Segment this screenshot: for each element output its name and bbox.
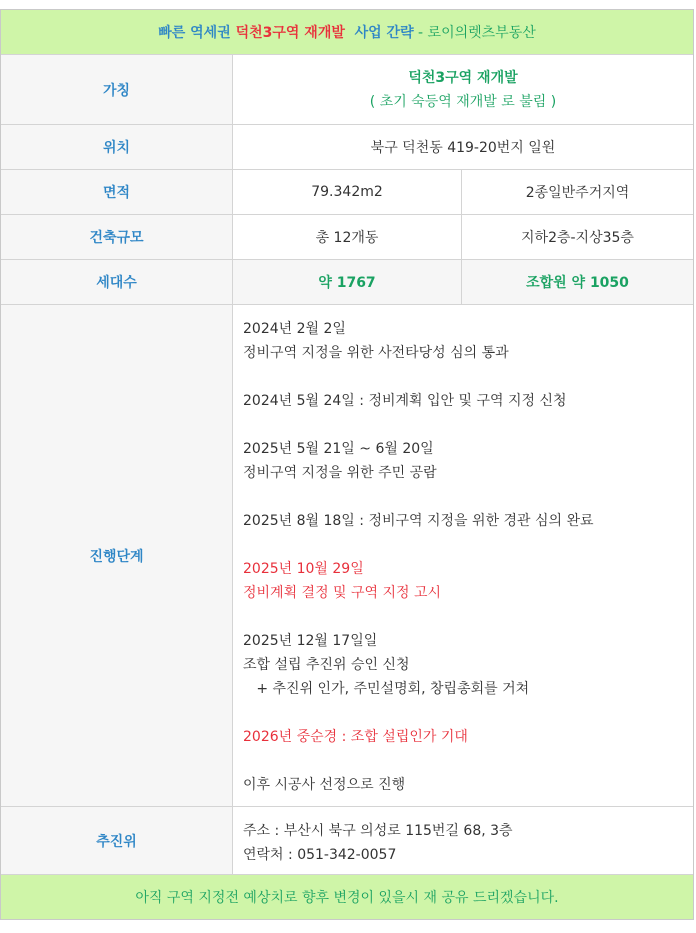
- progress-step: [243, 773, 685, 797]
- header-banner: [1, 10, 693, 55]
- progress-step: [243, 437, 685, 485]
- info-table: [0, 9, 694, 920]
- progress-step-text: 정비구역 지정을 위한 사전타당성 심의 통과: [243, 345, 509, 361]
- progress-step-text: 이후 시공사 선정으로 진행: [243, 777, 406, 793]
- header-middle: 사업 간략: [344, 25, 414, 41]
- progress-timeline: [243, 317, 685, 797]
- progress-step-text: 정비계획 결정 및 구역 지정 고시: [243, 585, 442, 601]
- progress-step-text: + 추진위 인가, 주민설명회, 창립총회를 거쳐: [243, 681, 530, 697]
- progress-step-text: 2025년 12월 17일일: [243, 633, 378, 649]
- header-suffix: - 로이의렛츠부동산: [413, 25, 536, 41]
- progress-step-text: 2025년 8월 18일 : 정비구역 지정을 위한 경관 심의 완료: [243, 513, 594, 529]
- row-label: 건축규모: [1, 215, 233, 259]
- footer-banner: [1, 875, 693, 919]
- row-label: 위치: [1, 125, 233, 169]
- row-scale: [1, 215, 693, 260]
- row-label: 세대수: [1, 260, 233, 304]
- row-households: [1, 260, 693, 305]
- progress-step-text: 2025년 5월 21일 ~ 6월 20일: [243, 441, 434, 457]
- progress-step: [243, 389, 685, 413]
- floors-value: 지하2층-지상35층: [521, 230, 634, 246]
- progress-step-text: 2025년 10월 29일: [243, 561, 364, 577]
- buildings-value: 총 12개동: [233, 215, 462, 259]
- row-label: 추진위: [1, 807, 233, 874]
- project-alias: ( 초기 숙등역 재개발 로 불림 ): [369, 93, 557, 110]
- members-value: 조합원 약 1050: [526, 275, 629, 291]
- row-committee: [1, 807, 693, 875]
- progress-step: [243, 509, 685, 533]
- zoning-value: 2종일반주거지역: [525, 185, 630, 201]
- row-label: 면적: [1, 170, 233, 214]
- row-name: [1, 55, 693, 125]
- progress-step: [243, 557, 685, 605]
- footer-note: 아직 구역 지정전 예상치로 향후 변경이 있을시 재 공유 드리겠습니다.: [135, 890, 559, 906]
- progress-step-text: 정비구역 지정을 위한 주민 공람: [243, 465, 437, 481]
- location-value: 북구 덕천동 419-20번지 일원: [370, 140, 556, 156]
- progress-step: [243, 317, 685, 365]
- progress-step: [243, 725, 685, 749]
- progress-step-text: 2024년 5월 24일 : 정비계획 입안 및 구역 지정 신청: [243, 393, 567, 409]
- households-value: 약 1767: [233, 260, 462, 304]
- row-location: [1, 125, 693, 170]
- project-name: 덕천3구역 재개발: [408, 69, 518, 86]
- progress-step: [243, 629, 685, 701]
- committee-address: 주소 : 부산시 북구 의성로 115번길 68, 3층: [243, 823, 513, 839]
- committee-phone: 연락처 : 051-342-0057: [243, 847, 397, 863]
- row-label: 가칭: [1, 55, 233, 124]
- row-label: 진행단계: [1, 305, 233, 806]
- row-value: [233, 55, 693, 124]
- progress-step-text: 조합 설립 추진위 승인 신청: [243, 657, 410, 673]
- progress-step-text: 2026년 중순경 : 조합 설립인가 기대: [243, 729, 468, 745]
- committee-contact: [243, 819, 513, 867]
- row-area: [1, 170, 693, 215]
- area-value: 79.342m2: [233, 170, 462, 214]
- row-progress: [1, 305, 693, 807]
- progress-step-text: 2024년 2월 2일: [243, 321, 346, 337]
- header-highlight: 덕천3구역 재개발: [235, 25, 345, 41]
- header-prefix: 빠른 역세권: [158, 25, 236, 41]
